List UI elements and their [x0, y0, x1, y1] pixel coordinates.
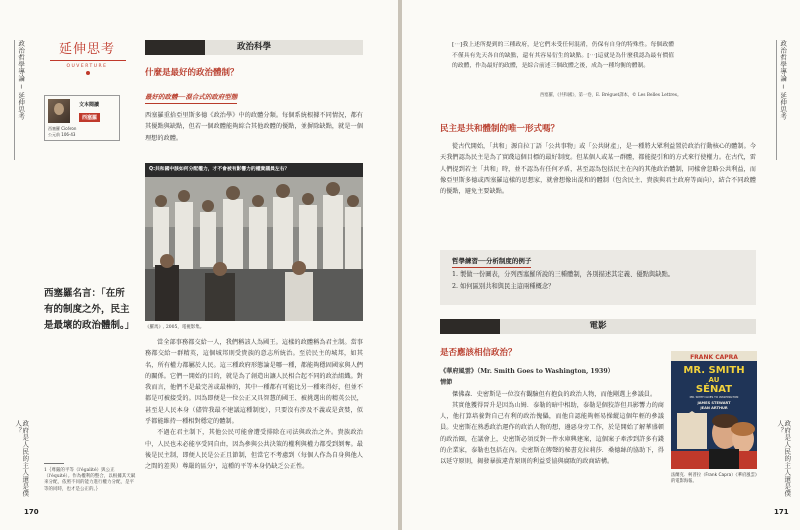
exercise-item: 2. 如何區別共和與民主這兩種概念？: [452, 282, 555, 290]
film-title: 《華府風雲》（Mr. Smith Goes to Washington, 1939）: [440, 368, 614, 375]
film-plot-label: 情節: [440, 379, 453, 387]
section-band-film: [440, 319, 756, 334]
poster-subtitle: MR. SMITH GOES TO WASHINGTON: [689, 395, 739, 399]
republic-question-heading: 民主是共和體制的唯一形式嗎？: [440, 124, 560, 134]
reading-label: 文本閱讀: [79, 102, 100, 108]
side-text-right: 政府是人民的主人還是僕人？: [776, 420, 792, 497]
page-number-left: 170: [24, 508, 39, 516]
poster-caption: 法蘭克．柯普拉（Frank Capra）《華府風雲》的電影海報。: [671, 473, 760, 484]
poster-title-line: SÉNAT: [695, 384, 733, 395]
section-title: 延伸思考: [58, 42, 115, 57]
photo-question: Q:共和國中該如何分配權力，才不會被有影響力的權貴議員左右？: [145, 163, 363, 177]
pull-quote: 西塞羅名言：「在所有的制度之外，民主是最壞的政治體制。」: [44, 288, 135, 331]
body-text: [145, 337, 363, 473]
poster-cast: JAMES STEWART: [697, 401, 731, 405]
side-text-left: 政府是人民的主人還是僕人？: [14, 420, 30, 497]
film-band-title: 電影: [589, 321, 607, 331]
film-paragraph: 其實他獲得晉升是因為山姆．泰勒的暗中相助，泰勒是個狡詐但具影響力的商人，他打算培養對自己有利的政治傀儡，而他自認能夠輕易操縱這個年輕的參議員。史密斯在熟悉政治運作的政治人物的想，邊惡身旁工作，於是開始了解華盛頓的政治圈，在議會上，史密斯必須反對一件水庫興建案，這個案子牽涉到許多有錢的企業家，泰勒也包括在內。史密斯在傳聲的秘書克拉莉莎．桑德絲的協助下，得以延守原則，揭發暴拔違背原則的利益妥協與腐敗的政商結構。: [440, 401, 664, 466]
intro-paragraph: [145, 110, 363, 144]
author-dates: 公元前 106-43: [48, 131, 76, 137]
author-name: 西塞羅 Cicéron: [48, 126, 77, 131]
film-paragraph: 傑佛森．史密斯是一位沒有觀驗但有抱負的政治人物，而他剛選上參議員。: [452, 390, 657, 398]
republic-paragraph: [440, 141, 756, 197]
title-dot-ornament: [86, 71, 90, 75]
running-head-left: 政治哲學導論 ─ 延伸思考: [14, 40, 24, 160]
section-subtitle: OUVERTURE: [66, 64, 108, 69]
exercise-list: [452, 269, 674, 292]
senate-crowd-image: [145, 177, 363, 321]
author-caption: [48, 126, 76, 137]
body-paragraph: 不過在君主制下，其他公民可能會遭受排除在司法與政治之外。貴族政治中，人民也未必能享受同自由，因為參與公共決策的權利與權力都受到剝奪。最後是民主制，即便人民是公正且節制，但當它不考慮到（每個人作為自身與他人之間的差異）尊嚴的區分¹，這種的平等本身仍缺乏公正性。: [145, 429, 363, 471]
body-paragraph: 當全部事務都交給一人，我們稱該人為國王。這樣的政體稱為君主制。當事務都交給一群精英，這個城邦則受貴族的意志所統治。至於民主的城邦，如其名，所有權力都屬於人民。這三種政府形態論是哪一種，都能夠穩固國家與人們的關係。它們一開始的目的，就是為了創造出讓人民相合起不同的政治組織。對我而言，他們不是最完善或最棒的，其中一種都有可能比另一種來得好，但並不都是可被接受的。因為即便是一位公正又具智慧的國王、被挑選出的精英公民，甚至是人民本身（儘管我最不建議這種制度），只要沒有涉及不義或是貪婪，似乎都能維持一種相對穩定的體制。: [145, 339, 363, 426]
footnote-rule: [44, 463, 64, 464]
left-page: [0, 0, 398, 530]
poster-title-line: MR. SMITH: [683, 365, 745, 376]
film-question-heading: 是否應該相信政治？: [440, 348, 517, 358]
photo-caption: 《羅馬》, 2005，電視影集。: [145, 325, 205, 330]
exercise-title: 哲學練習──分析制度的例子: [452, 256, 531, 268]
cicero-portrait-icon: [48, 99, 70, 123]
film-text: [440, 366, 664, 468]
mr-smith-poster-image: [671, 351, 757, 469]
rome-tv-still-photo: [145, 177, 363, 321]
band-title: 政治科學: [236, 42, 271, 52]
film-poster: [671, 351, 757, 469]
cicero-quote: [⋯]我上述所提到的三種政府，是它們未受任何混淆，仍保有自身的特殊性。每個政體不僅具有先天各自的缺點，還有其容易衍生的缺點。[⋯]這就是為什麼我認為最有價值的政體，作為最好的政體，是綜合前述三個政體之後，成為一種均衡的體制。: [452, 42, 674, 69]
footnote: 1｛尊嚴的平等（l'égalité）與公正（l'équité）。作為權利的整合，以根據其天賦來分配，依照不同的能力進行權力分配，是平等的同時，也才是公正的。｝: [44, 468, 136, 492]
page-number-right: 171: [774, 508, 789, 516]
poster-cast: JEAN ARTHUR: [700, 406, 728, 410]
poster-director: FRANK CAPRA: [690, 354, 738, 361]
quote-source: 西塞羅，《共和國》，第一卷，E. Bréguet譯本，© Les Belles Lettres。: [540, 93, 682, 98]
question-heading: 什麼是最好的政治體制？: [145, 68, 239, 78]
sub-heading: 最好的政體──混合式的政府型態: [145, 92, 237, 104]
exercise-item: 1. 製做一份圖表，分列西塞羅所說的三種體制，各別描述其定義、優點與缺點。: [452, 271, 675, 278]
title-rule: [50, 60, 126, 61]
philosophy-exercise-box: [440, 250, 756, 305]
poster-title-line: AU: [708, 376, 720, 384]
author-tag: 西塞羅: [79, 113, 100, 122]
running-head-right: 政治哲學導論 ─ 延伸思考: [776, 40, 786, 160]
republic-text: 從古代開始，「共和」源自拉丁語「公共事物」或「公共財產」，是一種將大眾利益置於政治行動核心的體制。今天我們認為民主是為了實踐這個目標的最好制度。但某個人或某一群體，都能提引和的方式來行使權力。在古代，雷人們提到若主「共和」時，並不認為有任何矛盾，甚至認為包括民主在內的其他政治體制，同樣會忽略公共利益，而像亞里斯多德或西塞羅這樣的思想家，就會想像出混和的體制（包含民主、貴族與君主政府等面向），結合不同政體的優點，避免主要缺點。: [440, 143, 756, 196]
section-band-political-science: [145, 40, 363, 55]
intro-text: 西塞羅重拾亞里斯多德《政治學》中的政體分類。每個系統根據不同情況，都有其優點與缺點，但若一個政體能夠綜合其他政體的優點，並摒除缺點，就是一個理想的政體。: [145, 112, 363, 142]
reference-box: [44, 95, 120, 141]
